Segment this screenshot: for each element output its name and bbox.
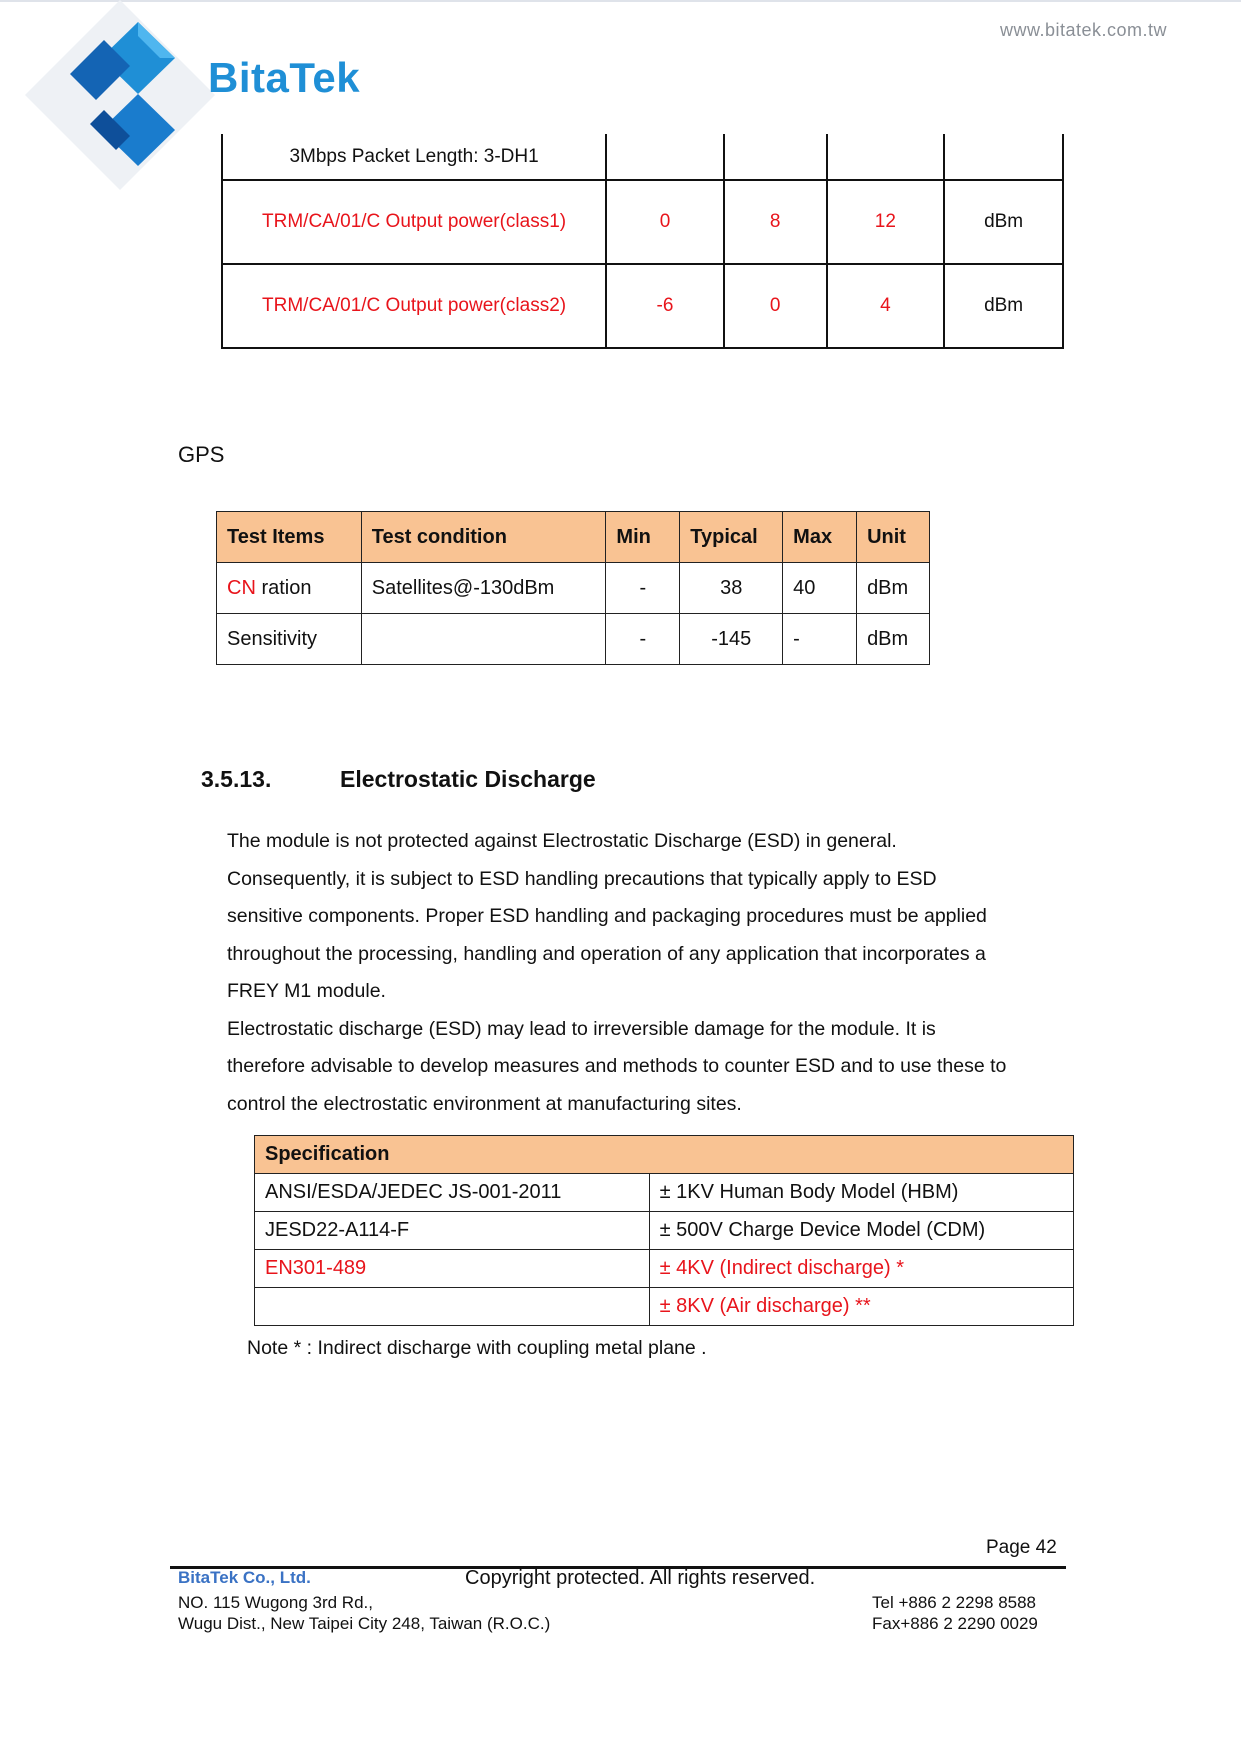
table-cell: ± 1KV Human Body Model (HBM) <box>649 1174 1073 1212</box>
table-cell <box>361 614 606 665</box>
table-cell: TRM/CA/01/C Output power(class1) <box>222 180 606 264</box>
cn-label: CN <box>227 576 256 599</box>
table-cell: TRM/CA/01/C Output power(class2) <box>222 264 606 348</box>
address-line-1: NO. 115 Wugong 3rd Rd., <box>178 1593 373 1612</box>
table-cell: - <box>606 563 680 614</box>
company-name: BitaTek Co., Ltd. <box>178 1568 311 1587</box>
table-cell: dBm <box>944 264 1063 348</box>
paragraph-line: therefore advisable to develop measures and methods to counter ESD and to use these to <box>227 1055 1007 1077</box>
column-header: Test condition <box>361 512 606 563</box>
table-cell <box>217 563 362 614</box>
section-title: Electrostatic Discharge <box>340 766 596 792</box>
table-cell: 0 <box>606 180 724 264</box>
telephone: Tel +886 2 2298 8588 <box>872 1593 1037 1612</box>
table-cell: -6 <box>606 264 724 348</box>
table-row <box>222 180 1063 264</box>
table-cell: - <box>783 614 857 665</box>
table-header-row <box>217 512 930 563</box>
table-cell <box>255 1288 650 1326</box>
table-cell: 38 <box>680 563 783 614</box>
table-cell: dBm <box>857 563 930 614</box>
column-header: Typical <box>680 512 783 563</box>
paragraph-line: Consequently, it is subject to ESD handling precautions that typically apply to ESD <box>227 868 937 890</box>
table-cell: dBm <box>944 180 1063 264</box>
esd-spec-table <box>254 1135 1074 1326</box>
table-row <box>255 1288 1074 1326</box>
table-row <box>217 563 930 614</box>
column-header: Test Items <box>217 512 362 563</box>
table-cell: 3Mbps Packet Length: 3-DH1 <box>222 134 606 180</box>
table-cell <box>827 134 945 180</box>
column-header: Min <box>606 512 680 563</box>
table-cell: 8 <box>724 180 827 264</box>
table-cell: 0 <box>724 264 827 348</box>
table-cell: -145 <box>680 614 783 665</box>
table-cell: - <box>606 614 680 665</box>
table-cell: Satellites@-130dBm <box>361 563 606 614</box>
bluetooth-power-table <box>221 134 1064 349</box>
table-cell: ± 4KV (Indirect discharge) * <box>649 1250 1073 1288</box>
gps-heading: GPS <box>178 442 225 467</box>
column-header: Unit <box>857 512 930 563</box>
table-header-row <box>255 1136 1074 1174</box>
table-cell: JESD22-A114-F <box>255 1212 650 1250</box>
address-line-2: Wugu Dist., New Taipei City 248, Taiwan (R.O.C.) <box>178 1614 551 1633</box>
table-row <box>222 264 1063 348</box>
item-text: ration <box>255 576 312 599</box>
page-number: Page 42 <box>986 1537 1057 1558</box>
table-cell: 12 <box>827 180 945 264</box>
paragraph-line: throughout the processing, handling and operation of any application that incorporates a <box>227 943 986 965</box>
table-cell: Sensitivity <box>217 614 362 665</box>
table-row <box>222 134 1063 180</box>
table-cell: ANSI/ESDA/JEDEC JS-001-2011 <box>255 1174 650 1212</box>
table-cell <box>724 134 827 180</box>
table-cell <box>606 134 724 180</box>
table-cell: EN301-489 <box>255 1250 650 1288</box>
table-cell: ± 8KV (Air discharge) ** <box>649 1288 1073 1326</box>
spec-header: Specification <box>255 1136 1074 1174</box>
paragraph-line: sensitive components. Proper ESD handling and packaging procedures must be applied <box>227 905 987 927</box>
gps-table <box>216 511 930 665</box>
website-url: www.bitatek.com.tw <box>1000 20 1168 40</box>
table-row <box>255 1212 1074 1250</box>
fax: Fax+886 2 2290 0029 <box>872 1614 1038 1633</box>
copyright-text: Copyright protected. All rights reserved. <box>465 1567 816 1589</box>
table-cell: 40 <box>783 563 857 614</box>
table-cell <box>944 134 1063 180</box>
paragraph-line: control the electrostatic environment at manufacturing sites. <box>227 1093 742 1115</box>
table-cell: ± 500V Charge Device Model (CDM) <box>649 1212 1073 1250</box>
logo-text: BitaTek <box>208 54 361 101</box>
table-cell: 4 <box>827 264 945 348</box>
column-header: Max <box>783 512 857 563</box>
table-row <box>217 614 930 665</box>
paragraph-line: FREY M1 module. <box>227 980 386 1002</box>
footnote: Note * : Indirect discharge with coupling metal plane . <box>247 1337 707 1359</box>
section-number: 3.5.13. <box>201 766 272 792</box>
paragraph-line: Electrostatic discharge (ESD) may lead to irreversible damage for the module. It is <box>227 1018 936 1040</box>
table-row <box>255 1250 1074 1288</box>
paragraph-line: The module is not protected against Electrostatic Discharge (ESD) in general. <box>227 830 897 852</box>
bitatek-logo-icon <box>20 0 220 190</box>
table-row <box>255 1174 1074 1212</box>
table-cell: dBm <box>857 614 930 665</box>
